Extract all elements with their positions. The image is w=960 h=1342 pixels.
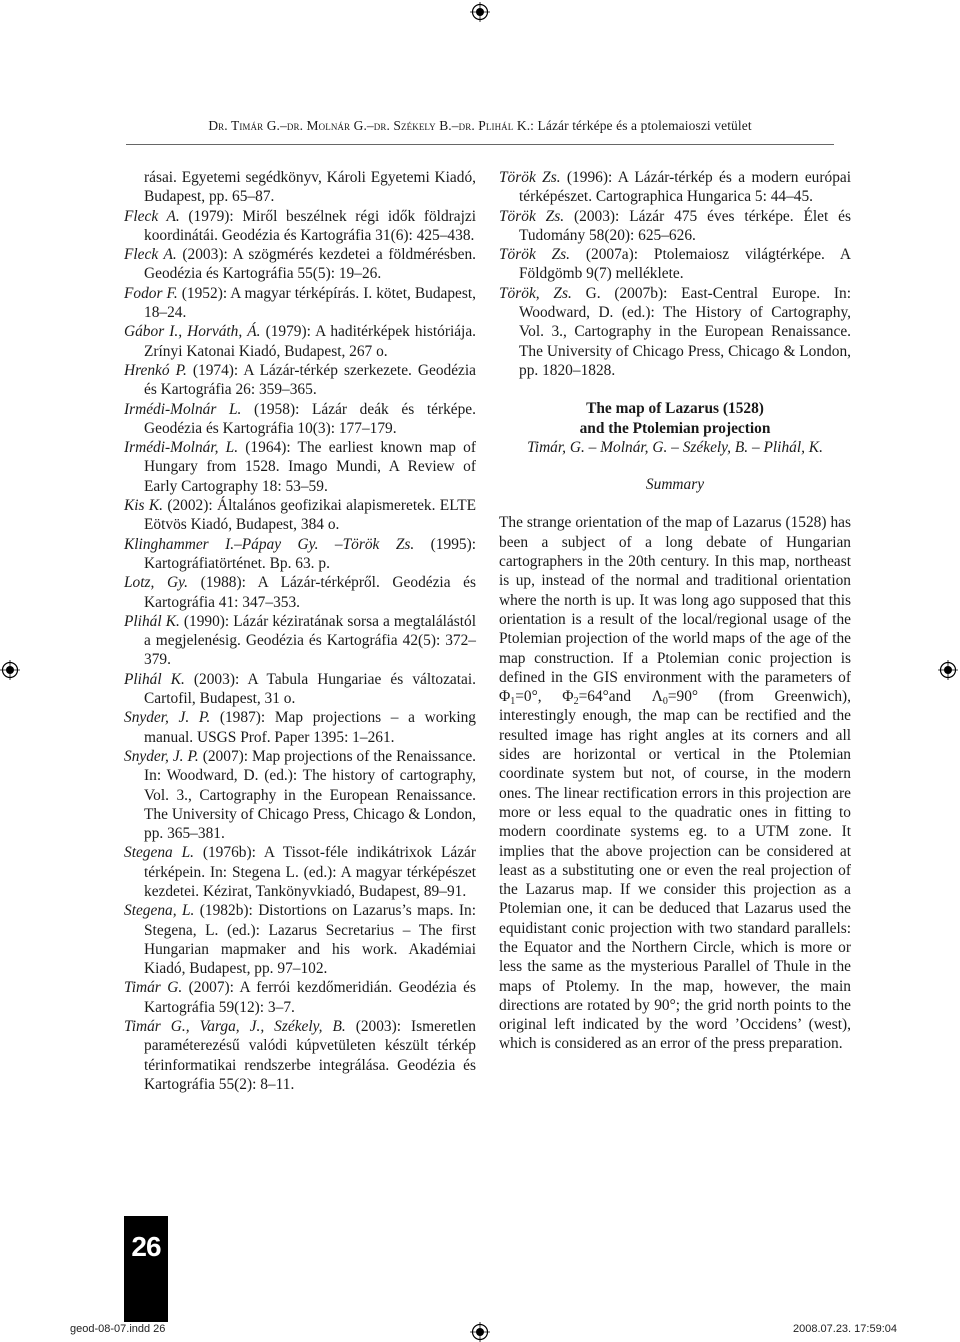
slug-date-info: 2008.07.23. 17:59:04 (793, 1323, 897, 1335)
page-number: 26 (131, 1231, 161, 1262)
running-head-title: Lázár térképe és a ptolemaioszi vetület (537, 118, 752, 133)
reference-text: (1976b): A Tissot-féle indikátrixok Lázár térképein. In: Stegena L. (ed.): A magyar térképészet kezdetei. Kézirat, Tankönyvkiadó, Budapest, 89–91. (144, 844, 476, 900)
reference-author: Gábor I., Horváth, Á. (124, 323, 261, 341)
reference-entry (124, 747, 476, 843)
reference-author: Fodor F. (124, 284, 178, 302)
reference-author: Stegena, L. (124, 902, 195, 920)
summary-text-4: =90° (from Greenwich), interestingly enough, the map can be rectified and the resulted image has right angles at its corners and all sides are horizontal or vertical in the Ptolemian coordinate system but not, of course, in the modern ones. The linear rectification errors in this projection are more or less equal to the quadratic ones in fitting to modern coordinate systems eg. to a UTM zone. It implies that the above projection can be considered at least as a substituting one or even the real projection of the Lazarus map. If we consider this projection as a Ptolemian one, it can be deduced that Lazarus used the equidistant conic projection with two standard parallels: the Equator and the Northern Circle, which is more or less the same as the mysterious Parallel of Thule in the maps of Ptolemy. In the map, however, the main directions are rotated by 90°; the grid north points to the original left indicated by the word ’Occidens’ (west), which is considered as an error of the press preparation. (499, 688, 851, 1053)
reference-author: Török Zs. (499, 169, 561, 186)
reference-author: Hrenkó P. (124, 361, 187, 379)
summary-heading: Summary (645, 476, 705, 494)
reference-text: (1995): Kartográfiatörténet. Bp. 63. p. (144, 535, 476, 572)
reference-entry (124, 670, 476, 709)
reference-author: Török, Zs. (499, 284, 572, 302)
reference-text: (1979): Miről beszélnek régi idők földrajzi koordinátái. Geodézia és Kartográfia 31(6): 425–438. (144, 207, 476, 244)
summary-text-3: =64°and Λ (578, 688, 663, 706)
summary-title (499, 399, 851, 438)
subscript-1: 1 (510, 696, 516, 708)
registration-mark-icon (470, 2, 490, 22)
reference-text: (2007): Map projections of the Renaissance. In: Woodward, D. (ed.): The history of cartography, Vol. 3., Cartography in the European Renaissance. The University of Chicago Press, Chicago & London, pp. 365–381. (144, 747, 476, 843)
reference-entry (124, 901, 476, 978)
reference-entry (499, 168, 851, 207)
subscript-2: 2 (573, 696, 579, 708)
reference-text: (2003): Ismeretlen paraméterezésű valódi kúpvetületen készült térkép térinformatikai rendszerbe integrálása. Geodézia és Kartográfia 55(2): 8–11. (144, 1018, 476, 1093)
reference-entry (124, 612, 476, 670)
reference-author: Klinghammer I.–Pápay Gy. –Török Zs. (124, 535, 415, 553)
header-rule (126, 144, 834, 145)
reference-text: (2003): A Tabula Hungariae és változatai. Cartofil, Budapest, 31 o. (144, 670, 476, 708)
reference-author: Irmédi-Molnár, L. (124, 439, 239, 457)
reference-text: (1982b): Distortions on Lazarus’s maps. In: Stegena, L. (ed.): Lazarus Secretarius – The first Hungarian mapmaker and his work. Akadémiai Kiadó, Budapest, pp. 97–102. (144, 902, 477, 978)
reference-entry (124, 400, 476, 439)
summary-authors: Timár, G. – Molnár, G. – Székely, B. – Plihál, K. (527, 438, 823, 456)
reference-author: Snyder, J. P. (124, 709, 211, 727)
reference-text: (1964): The earliest known map of Hungary from 1528. Imago Mundi, A Review of Early Cartography 18: 53–59. (144, 439, 476, 495)
reference-author: Snyder, J. P. (124, 747, 199, 765)
reference-author: Plihál K. (124, 670, 185, 688)
reference-text: (1958): Lázár deák és térképe. Geodézia és Kartográfia 10(3): 177–179. (144, 400, 476, 437)
reference-author: Timár G. (124, 979, 183, 997)
reference-author: Stegena L. (124, 844, 194, 862)
reference-entry (124, 573, 476, 612)
reference-entry (124, 708, 476, 747)
summary-title-line2: and the Ptolemian projection (579, 419, 771, 437)
running-head-authors: Dr. Timár G.–dr. Molnár G.–dr. Székely B.–dr. Plihál K.: (208, 118, 535, 133)
reference-text: (1988): A Lázár-térképről. Geodézia és Kartográfia 41: 347–353. (144, 574, 476, 611)
reference-continuation: rásai. Egyetemi segédkönyv, Károli Egyetemi Kiadó, Budapest, pp. 65–87. (144, 169, 476, 206)
reference-text: (1987): Map projections – a working manual. USGS Prof. Paper 1395: 1–261. (144, 709, 476, 746)
reference-entry (124, 438, 476, 496)
reference-entry (124, 843, 476, 901)
right-reference-list (499, 168, 851, 380)
reference-author: Kis K. (124, 497, 163, 515)
registration-mark-icon (470, 1322, 490, 1342)
summary-text-1: The strange orientation of the map of Lazarus (1528) has been a subject of a long debate of Hungarian cartographers in the 20th century. In this map, northeast is up, instead of the normal and traditional orientation where the north is up. It was long ago supposed that this orientation is a result of the local/regional usage of the Ptolemian projection of the world maps of the age of the map construction. If a Ptolemian conic projection is defined in the GIS environment with the parameters of Φ (499, 514, 851, 706)
right-column (499, 168, 851, 1054)
reference-entry (124, 207, 476, 246)
reference-author: Török Zs. (499, 207, 565, 225)
running-head (0, 118, 960, 134)
reference-entry (124, 361, 476, 400)
reference-author: Fleck A. (124, 207, 180, 225)
reference-entry (499, 245, 851, 284)
reference-author: Timár G., Varga, J., Székely, B. (124, 1018, 346, 1036)
reference-text: (1974): A Lázár-térkép szerkezete. Geodézia és Kartográfia 26: 359–365. (144, 361, 476, 399)
reference-text: (2003): A szögmérés kezdetei a földmérésben. Geodézia és Kartográfia 55(5): 19–26. (144, 246, 476, 283)
reference-text: (2003): Lázár 475 éves térképe. Élet és Tudomány 58(20): 625–626. (519, 207, 852, 244)
reference-text: (1990): Lázár kéziratának sorsa a megtalálástól a megjelenésig. Geodézia és Kartográfia 42(5): 372–379. (144, 612, 476, 669)
registration-mark-icon (938, 660, 958, 680)
left-reference-list (124, 207, 476, 1095)
reference-entry (124, 496, 476, 535)
reference-author: Lotz, Gy. (124, 574, 188, 592)
reference-entry (124, 1017, 476, 1094)
reference-entry (124, 245, 476, 284)
reference-text: (2007a): Ptolemaiosz világtérképe. A Földgömb 9(7) melléklete. (519, 246, 852, 283)
subscript-3: 0 (662, 696, 668, 708)
reference-entry (499, 284, 851, 380)
reference-entry (124, 535, 476, 574)
reference-author: Plihál K. (124, 612, 180, 630)
reference-text: G. (2007b): East-Central Europe. In: Woodward, D. (ed.): The History of Cartography, Vol. 3., Cartography in the European Renaissance. The University of Chicago Press, Chicago & London, pp. 1820–1828. (519, 284, 852, 379)
left-column (124, 168, 476, 1094)
reference-author: Irmédi-Molnár L. (124, 400, 242, 418)
summary-body (499, 513, 851, 1053)
reference-text: (1996): A Lázár-térkép és a modern európai térképészet. Cartographica Hungarica 5: 44–45. (519, 169, 851, 206)
reference-author: Fleck A. (124, 246, 177, 264)
summary-text-2: =0°, Φ (515, 688, 574, 706)
registration-mark-icon (0, 660, 20, 680)
reference-entry (499, 207, 851, 246)
reference-author: Török Zs. (499, 246, 571, 264)
reference-text: (2007): A ferrói kezdőmeridián. Geodézia és Kartográfia 59(12): 3–7. (144, 979, 476, 1016)
reference-entry (124, 978, 476, 1017)
reference-entry (124, 284, 476, 323)
reference-text: (1952): A magyar térképírás. I. kötet, Budapest, 18–24. (144, 284, 476, 322)
reference-text: (2002): Általános geofizikai alapismeretek. ELTE Eötvös Kiadó, Budapest, 384 o. (144, 497, 476, 534)
reference-text: (1979): A haditérképek históriája. Zrínyi Katonai Kiadó, Budapest, 267 o. (144, 323, 477, 360)
reference-entry (124, 322, 476, 361)
summary-title-line1: The map of Lazarus (1528) (586, 400, 764, 418)
slug-file-info: geod-08-07.indd 26 (70, 1323, 166, 1335)
